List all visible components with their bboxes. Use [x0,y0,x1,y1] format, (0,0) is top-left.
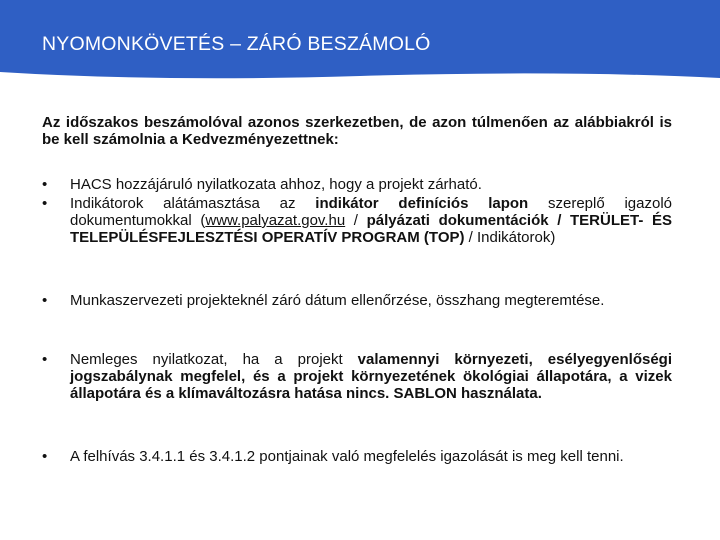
list-item-text: Indikátorok alátámasztása az indikátor definíciós lapon szereplő igazoló dokumentumokkal (www.palyazat.gov.hu / pályázati dokumentációk / TERÜLET- ÉS TELEPÜLÉSFEJLESZTÉSI OPERATÍV PROGRAM (TOP) / Indikátorok) [70,195,672,246]
bullet-icon: • [42,195,48,212]
list-item-text: A felhívás 3.4.1.1 és 3.4.1.2 pontjainak való megfelelés igazolását is meg kell tenni. [70,448,624,465]
list-item [42,176,672,193]
bullet-icon: • [42,448,48,465]
list-item [42,195,672,246]
intro-paragraph: Az időszakos beszámolóval azonos szerkezetben, de azon túlmenően az alábbiakról is be kell számolnia a Kedvezményezettnek: [42,114,672,148]
list-item [42,292,672,309]
list-item-text: Munkaszervezeti projekteknél záró dátum ellenőrzése, összhang megteremtése. [70,292,605,309]
list-item [42,351,672,402]
link[interactable]: www.palyazat.gov.hu [205,212,346,229]
page-title: NYOMONKÖVETÉS – ZÁRÓ BESZÁMOLÓ [42,33,431,55]
bullet-icon: • [42,176,48,193]
list-item-text: Nemleges nyilatkozat, ha a projekt valamennyi környezeti, esélyegyenlőségi jogszabálynak megfelel, és a projekt környezetének ökológiai állapotára, a vizek állapotára és a klímaváltozásra hatása nincs. SABLON használata. [70,351,672,402]
emphasis: valamennyi környezeti, esélyegyenlőségi jogszabálynak megfelel, és a projekt környezetének ökológiai állapotára, a vizek állapotára és a klímaváltozásra hatása nincs. SABLON használata. [70,351,672,402]
bullet-icon: • [42,292,48,309]
list-item [42,448,672,465]
bullet-icon: • [42,351,48,368]
list-item-text: HACS hozzájáruló nyilatkozata ahhoz, hogy a projekt zárható. [70,176,482,193]
emphasis: pályázati dokumentációk / TERÜLET- ÉS TELEPÜLÉSFEJLESZTÉSI OPERATÍV PROGRAM (TOP) [70,212,672,246]
header-banner [0,0,720,82]
emphasis: indikátor definíciós lapon [315,195,529,212]
